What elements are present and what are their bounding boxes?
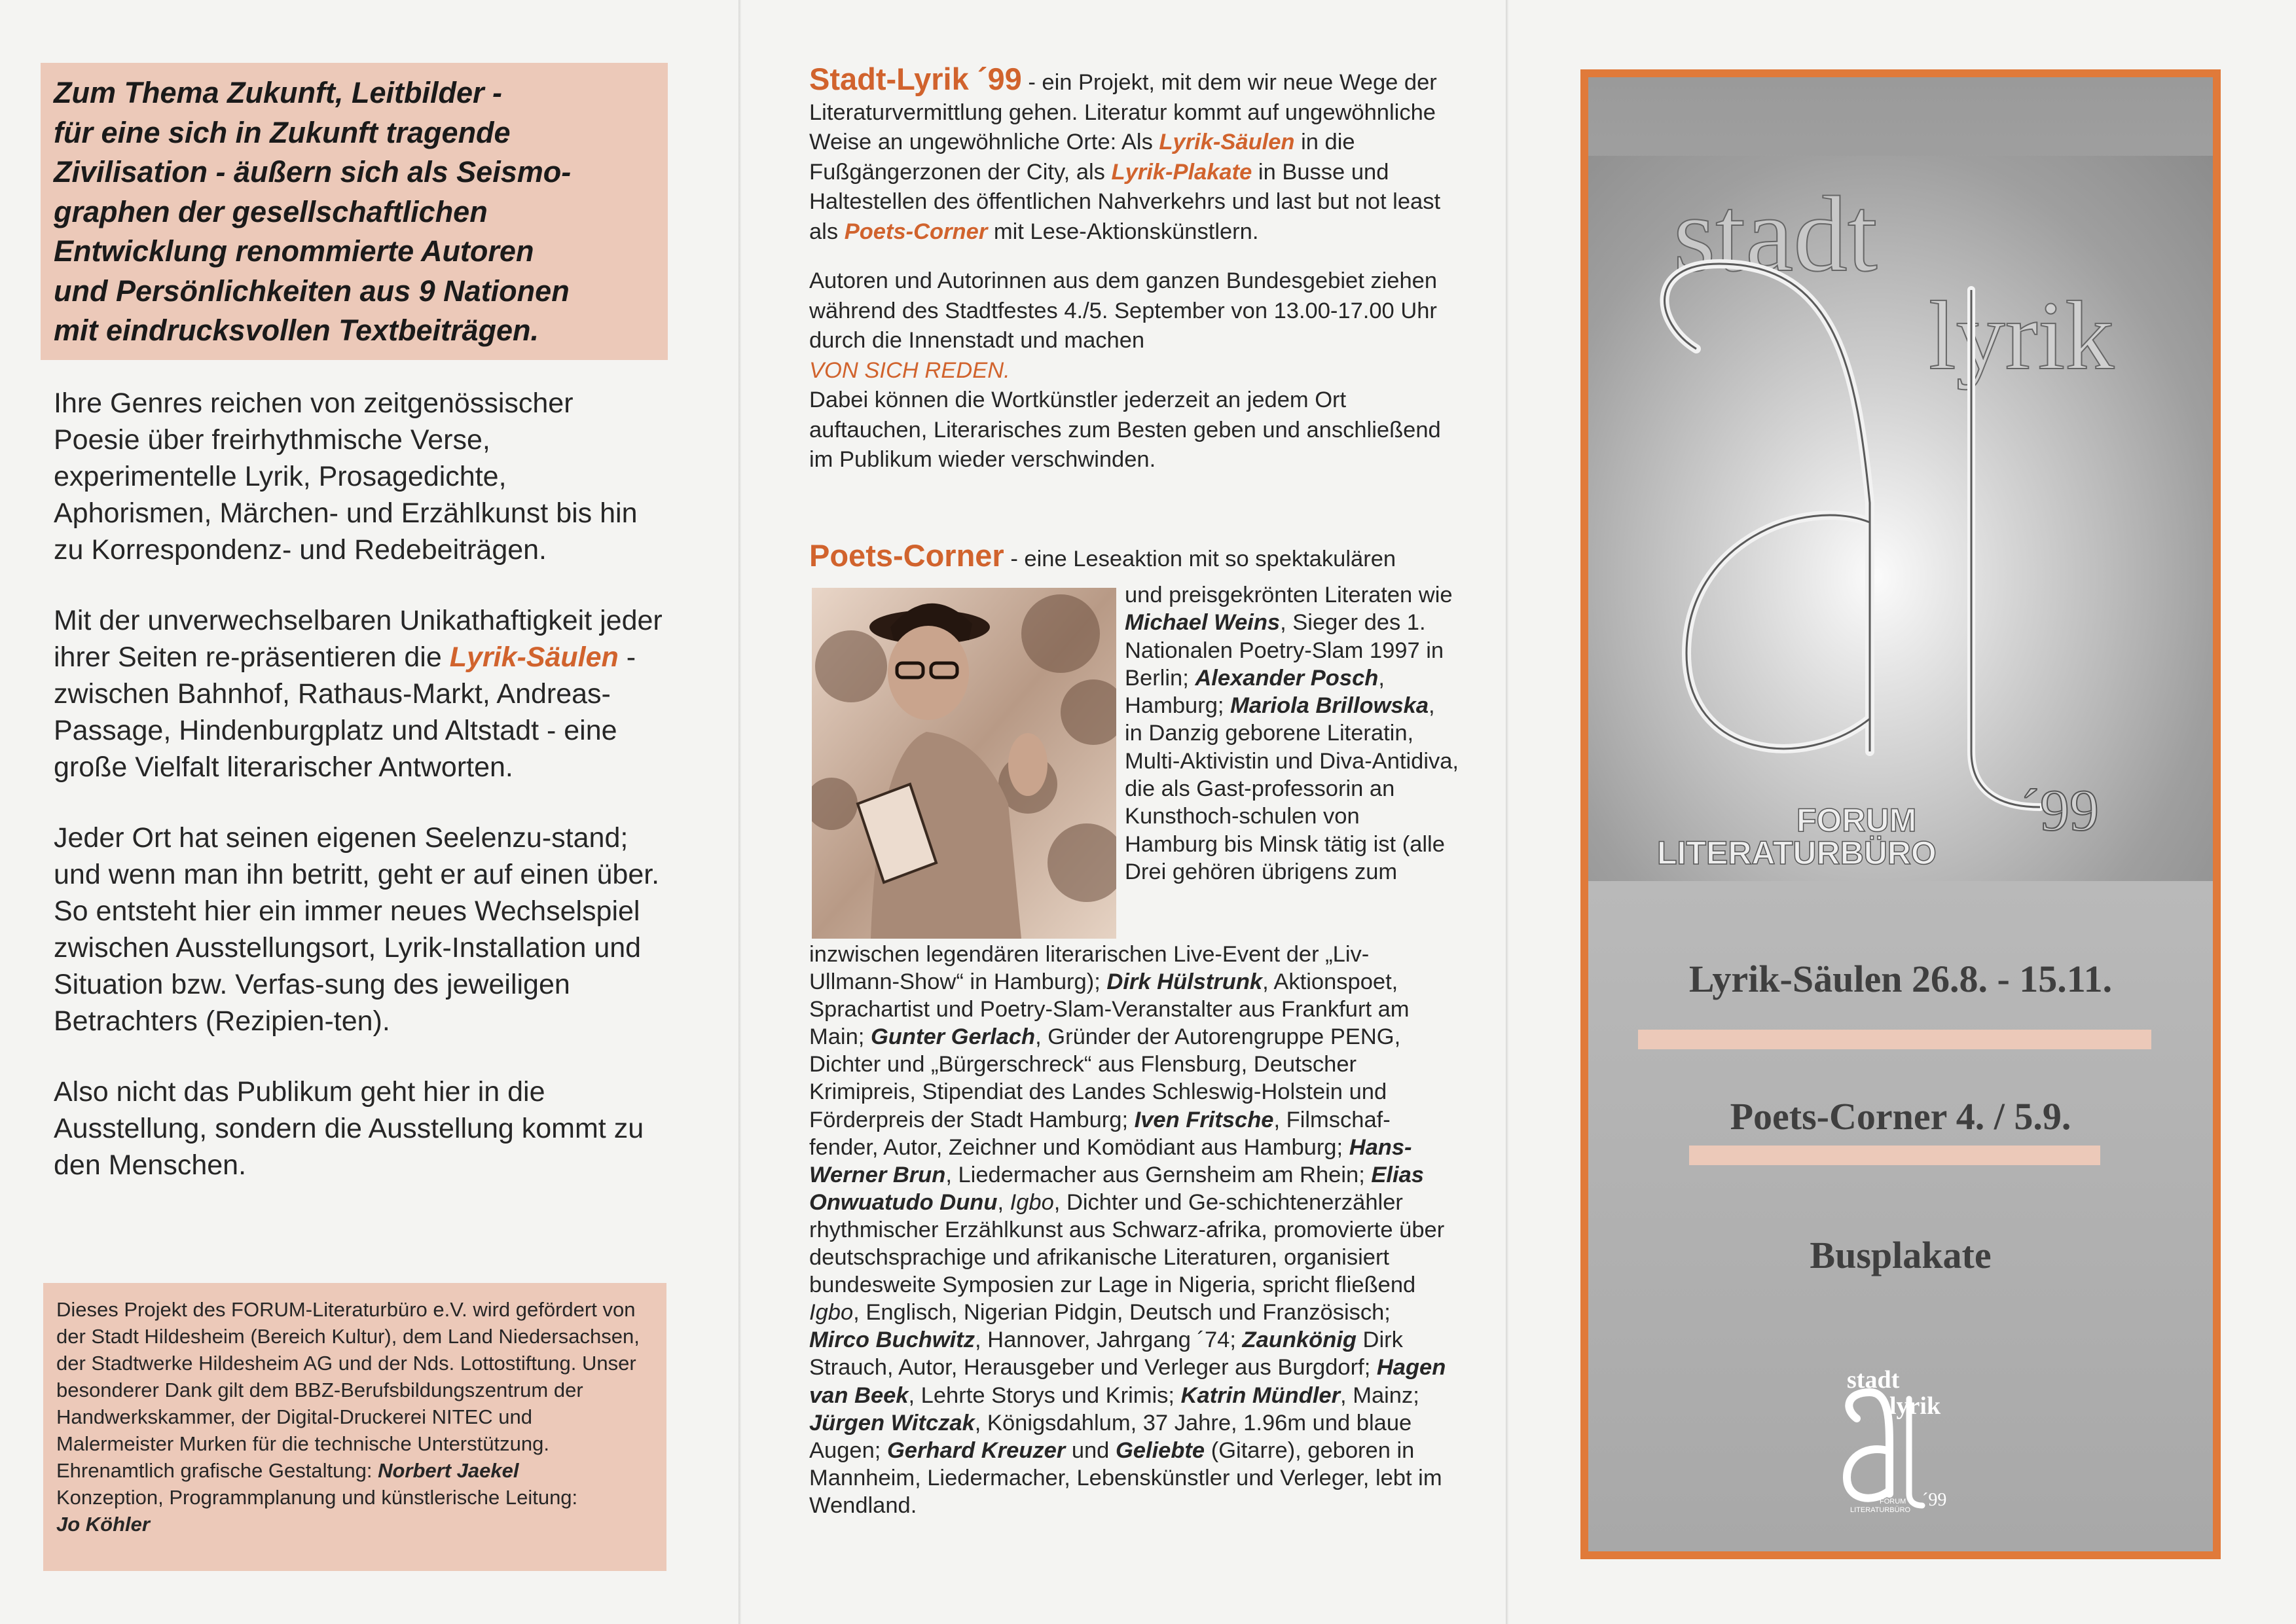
von-sich-reden: VON SICH REDEN. (809, 357, 1010, 383)
lyrik-plakate-link: Lyrik-Plakate (1111, 159, 1252, 185)
language-igbo: Igbo (809, 1300, 854, 1326)
busplakate-label: Busplakate (1810, 1234, 1992, 1276)
author-name: Zaunkönig (1242, 1327, 1357, 1353)
date-poets-corner: Poets-Corner 4. / 5.9. (1730, 1095, 2071, 1138)
author-name: Mirco Buchwitz (809, 1327, 975, 1353)
reader-photo-illustration (812, 588, 1116, 939)
author-name: Dirk Hülstrunk (1106, 969, 1263, 995)
location-paragraph: Jeder Ort hat seinen eigenen Seelenzu-stand; und wenn man ihn betritt, geht er auf einen über. So entsteht hier ein immer neues Wechselspiel zwischen Ausstellungsort, Lyrik-Installation und Situation bzw. Verfas-sung des jeweiligen Betrachters (Rezipien-ten). (54, 822, 660, 1037)
stadtlyrik-logo (1588, 156, 2213, 881)
audience-paragraph: Also nicht das Publikum geht hier in die Ausstellung, sondern die Ausstellung kommt zu den Menschen. (54, 1076, 644, 1181)
author-name: Michael Weins (1125, 610, 1281, 636)
logo-forum: FORUM (1796, 802, 1917, 839)
designer-name: Norbert Jaekel (378, 1459, 519, 1482)
date-lyrik-saeulen: Lyrik-Säulen 26.8. - 15.11. (1688, 958, 2113, 1000)
stadt-lyrik-section: Stadt-Lyrik ´99 - ein Projekt, mit dem wir neue Wege der Literaturvermittlung gehen. Literatur kommt auf ungewöhnliche Weise an ungewöhnliche Orte: Als Lyrik-Säulen in die Fußgängerzonen der City, als Lyrik-Plakate in Busse und Haltestellen des öffentlichen Nahverkehrs und last but not least als Poets-Corner mit Lese-Aktionskünstlern. Autoren und Autorinnen aus dem ganzen Bundesgebiet ziehen während des Stadtfestes 4./5. September von 13.00-17.00 Uhr durch die Innenstadt und machen VON SICH REDEN. Dabei können die Wortkünstler jederzeit an jedem Ort auftauchen, Literarisches zum Besten geben und anschließend im Publikum wieder verschwinden. (809, 64, 1451, 475)
logo-literaturbuero: LITERATURBÜRO (1657, 835, 1937, 871)
small-logo-year: ´99 (1922, 1490, 1947, 1510)
small-logo-lyrik: lyrik (1889, 1392, 1941, 1420)
lyrik-saeulen-highlight: Lyrik-Säulen (449, 641, 619, 673)
small-stadtlyrik-logo (1824, 1363, 1961, 1520)
author-name: Mariola Brillowska (1230, 693, 1429, 719)
credits-box (43, 1283, 666, 1571)
poets-list-wrapped: und preisgekrönten Literaten wie Michael Weins, Sieger des 1. Nationalen Poetry-Slam 1997 in Berlin; Alexander Posch, Hamburg; Mariola Brillowska, in Danzig geborene Literatin, Multi-Aktivistin und Diva-Antidiva, die als Gast-professorin an Kunsthoch-schulen von Hamburg bis Minsk tätig ist (alle Drei gehören übrigens zum (1125, 583, 1459, 884)
stadt-lyrik-heading: Stadt-Lyrik ´99 (809, 62, 1022, 96)
small-logo-stadt: stadt (1847, 1366, 1900, 1394)
author-name: Gerhard Kreuzer (886, 1437, 1066, 1463)
logo-stadt: stadt (1673, 174, 1878, 294)
reader-photo (812, 588, 1116, 939)
concept-name: Jo Köhler (56, 1513, 150, 1536)
poets-corner-link: Poets-Corner (844, 219, 988, 244)
author-name: Gunter Gerlach (870, 1024, 1036, 1050)
sponsor-text: Dieses Projekt des FORUM-Literaturbüro e.V. wird gefördert von der Stadt Hildesheim (Bereich Kultur), dem Land Niedersachsen, der Stadtwerke Hildesheim AG und der Nds. Lottostiftung. Unser besonderer Dank gilt dem BBZ-Berufsbildungszentrum der Handwerkskammer, der Digital-Druckerei NITEC und Malermeister Murken für die technische Unterstützung. (56, 1298, 640, 1455)
panel1-body (54, 385, 663, 1218)
festival-paragraph: Autoren und Autorinnen aus dem ganzen Bundesgebiet ziehen während des Stadtfestes 4./5. September von 13.00-17.00 Uhr durch die Innenstadt und machen VON SICH REDEN. Dabei können die Wortkünstler jederzeit an jedem Ort auftauchen, Literarisches zum Besten geben und anschließend im Publikum wieder verschwinden. (809, 268, 1441, 472)
poets-list-full: inzwischen legendären literarischen Live-Event der „Liv-Ullmann-Show“ in Hamburg); Dirk Hülstrunk, Aktionspoet, Sprachartist und Poetry-Slam-Veranstalter aus Frankfurt am Main; Gunter Gerlach, Gründer der Autorengruppe PENG, Dichter und „Bürgerschreck“ aus Flensburg, Deutscher Krimipreis, Stipendiat des Landes Schleswig-Holstein und Förderpreis der Stadt Hamburg; Iven Fritsche, Filmschaf-fender, Autor, Zeichner und Komödiant aus Hamburg; Hans-Werner Brun, Liedermacher aus Gernsheim am Rhein; Elias Onwuatudo Dunu, Igbo, Dichter und Ge-schichtenerzähler rhythmischer Erzählkunst aus Schwarz-afrika, promovierte über deutschsprachige und afrikanische Literaturen, organisiert bundesweite Symposien zur Lage in Nigeria, spricht fließend Igbo, Englisch, Nigerian Pidgin, Deutsch und Französisch; Mirco Buchwitz, Hannover, Jahrgang ´74; Zaunkönig Dirk Strauch, Autor, Herausgeber und Verleger aus Burgdorf; Hagen van Beek, Lehrte Storys und Krimis; Katrin Mündler, Mainz; Jürgen Witczak, Königsdahlum, 37 Jahre, 1.96m und blaue Augen; Gerhard Kreuzer und Geliebte (Gitarre), geboren in Mannheim, Liedermacher, Lebenskünstler und Verleger, lebt im Wendland. (809, 942, 1446, 1518)
author-name: Katrin Mündler (1180, 1382, 1341, 1408)
author-name: Geliebte (1115, 1437, 1205, 1463)
logo-big-a (1665, 264, 1870, 751)
small-logo-forum: FORUM (1880, 1498, 1906, 1506)
author-name: Iven Fritsche (1134, 1107, 1274, 1132)
poets-corner-heading: Poets-Corner (809, 538, 1004, 573)
author-name: Jürgen Witczak (809, 1410, 975, 1435)
underline-bar-2 (1689, 1146, 2100, 1165)
intro-box (41, 63, 668, 360)
author-name: Elias Onwuatudo Dunu (809, 1162, 1424, 1215)
genres-paragraph: Ihre Genres reichen von zeitgenössischer Poesie über freirhythmische Verse, experimentelle Lyrik, Prosagedichte, Aphorismen, Märchen- und Erzählkunst bis hin zu Korrespondenz- und Redebeiträgen. (54, 388, 638, 566)
poets-corner-heading-line: Poets-Corner - eine Leseaktion mit so spektakulären (809, 538, 1396, 573)
concept-credit: Konzeption, Programmplanung und künstlerische Leitung: Jo Köhler (56, 1486, 578, 1536)
intro-text: Zum Thema Zukunft, Leitbilder - für eine sich in Zukunft tragende Zivilisation - äußern sich als Seismo- graphen der gesellschaftlichen Entwicklung renommierte Autoren und Persönlichkeiten aus 9 Nationen mit eindrucksvollen Textbeiträgen. (54, 76, 572, 347)
design-credit: Ehrenamtlich grafische Gestaltung: Norbert Jaekel (56, 1459, 519, 1482)
author-name: Hagen van Beek (809, 1355, 1446, 1408)
fold-line-left (738, 0, 741, 1624)
small-logo-buero: LITERATURBÜRO (1850, 1506, 1911, 1514)
underline-bar-1 (1638, 1030, 2151, 1049)
logo-year: ´99 (2020, 778, 2099, 843)
language-igbo: Igbo (1010, 1189, 1054, 1215)
fold-line-right (1506, 0, 1508, 1624)
lyrik-saeulen-link: Lyrik-Säulen (1159, 130, 1295, 154)
author-name: Alexander Posch (1195, 665, 1379, 691)
logo-lyrik: lyrik (1929, 281, 2115, 390)
columns-paragraph: Mit der unverwechselbaren Unikathaftigkeit jeder ihrer Seiten re-präsentieren die Lyrik-Säulen - zwischen Bahnhof, Rathaus-Markt, Andreas-Passage, Hindenburgplatz und Altstadt - eine große Vielfalt literarischer Antworten. (54, 605, 663, 783)
author-name: Hans-Werner Brun (809, 1134, 1412, 1187)
